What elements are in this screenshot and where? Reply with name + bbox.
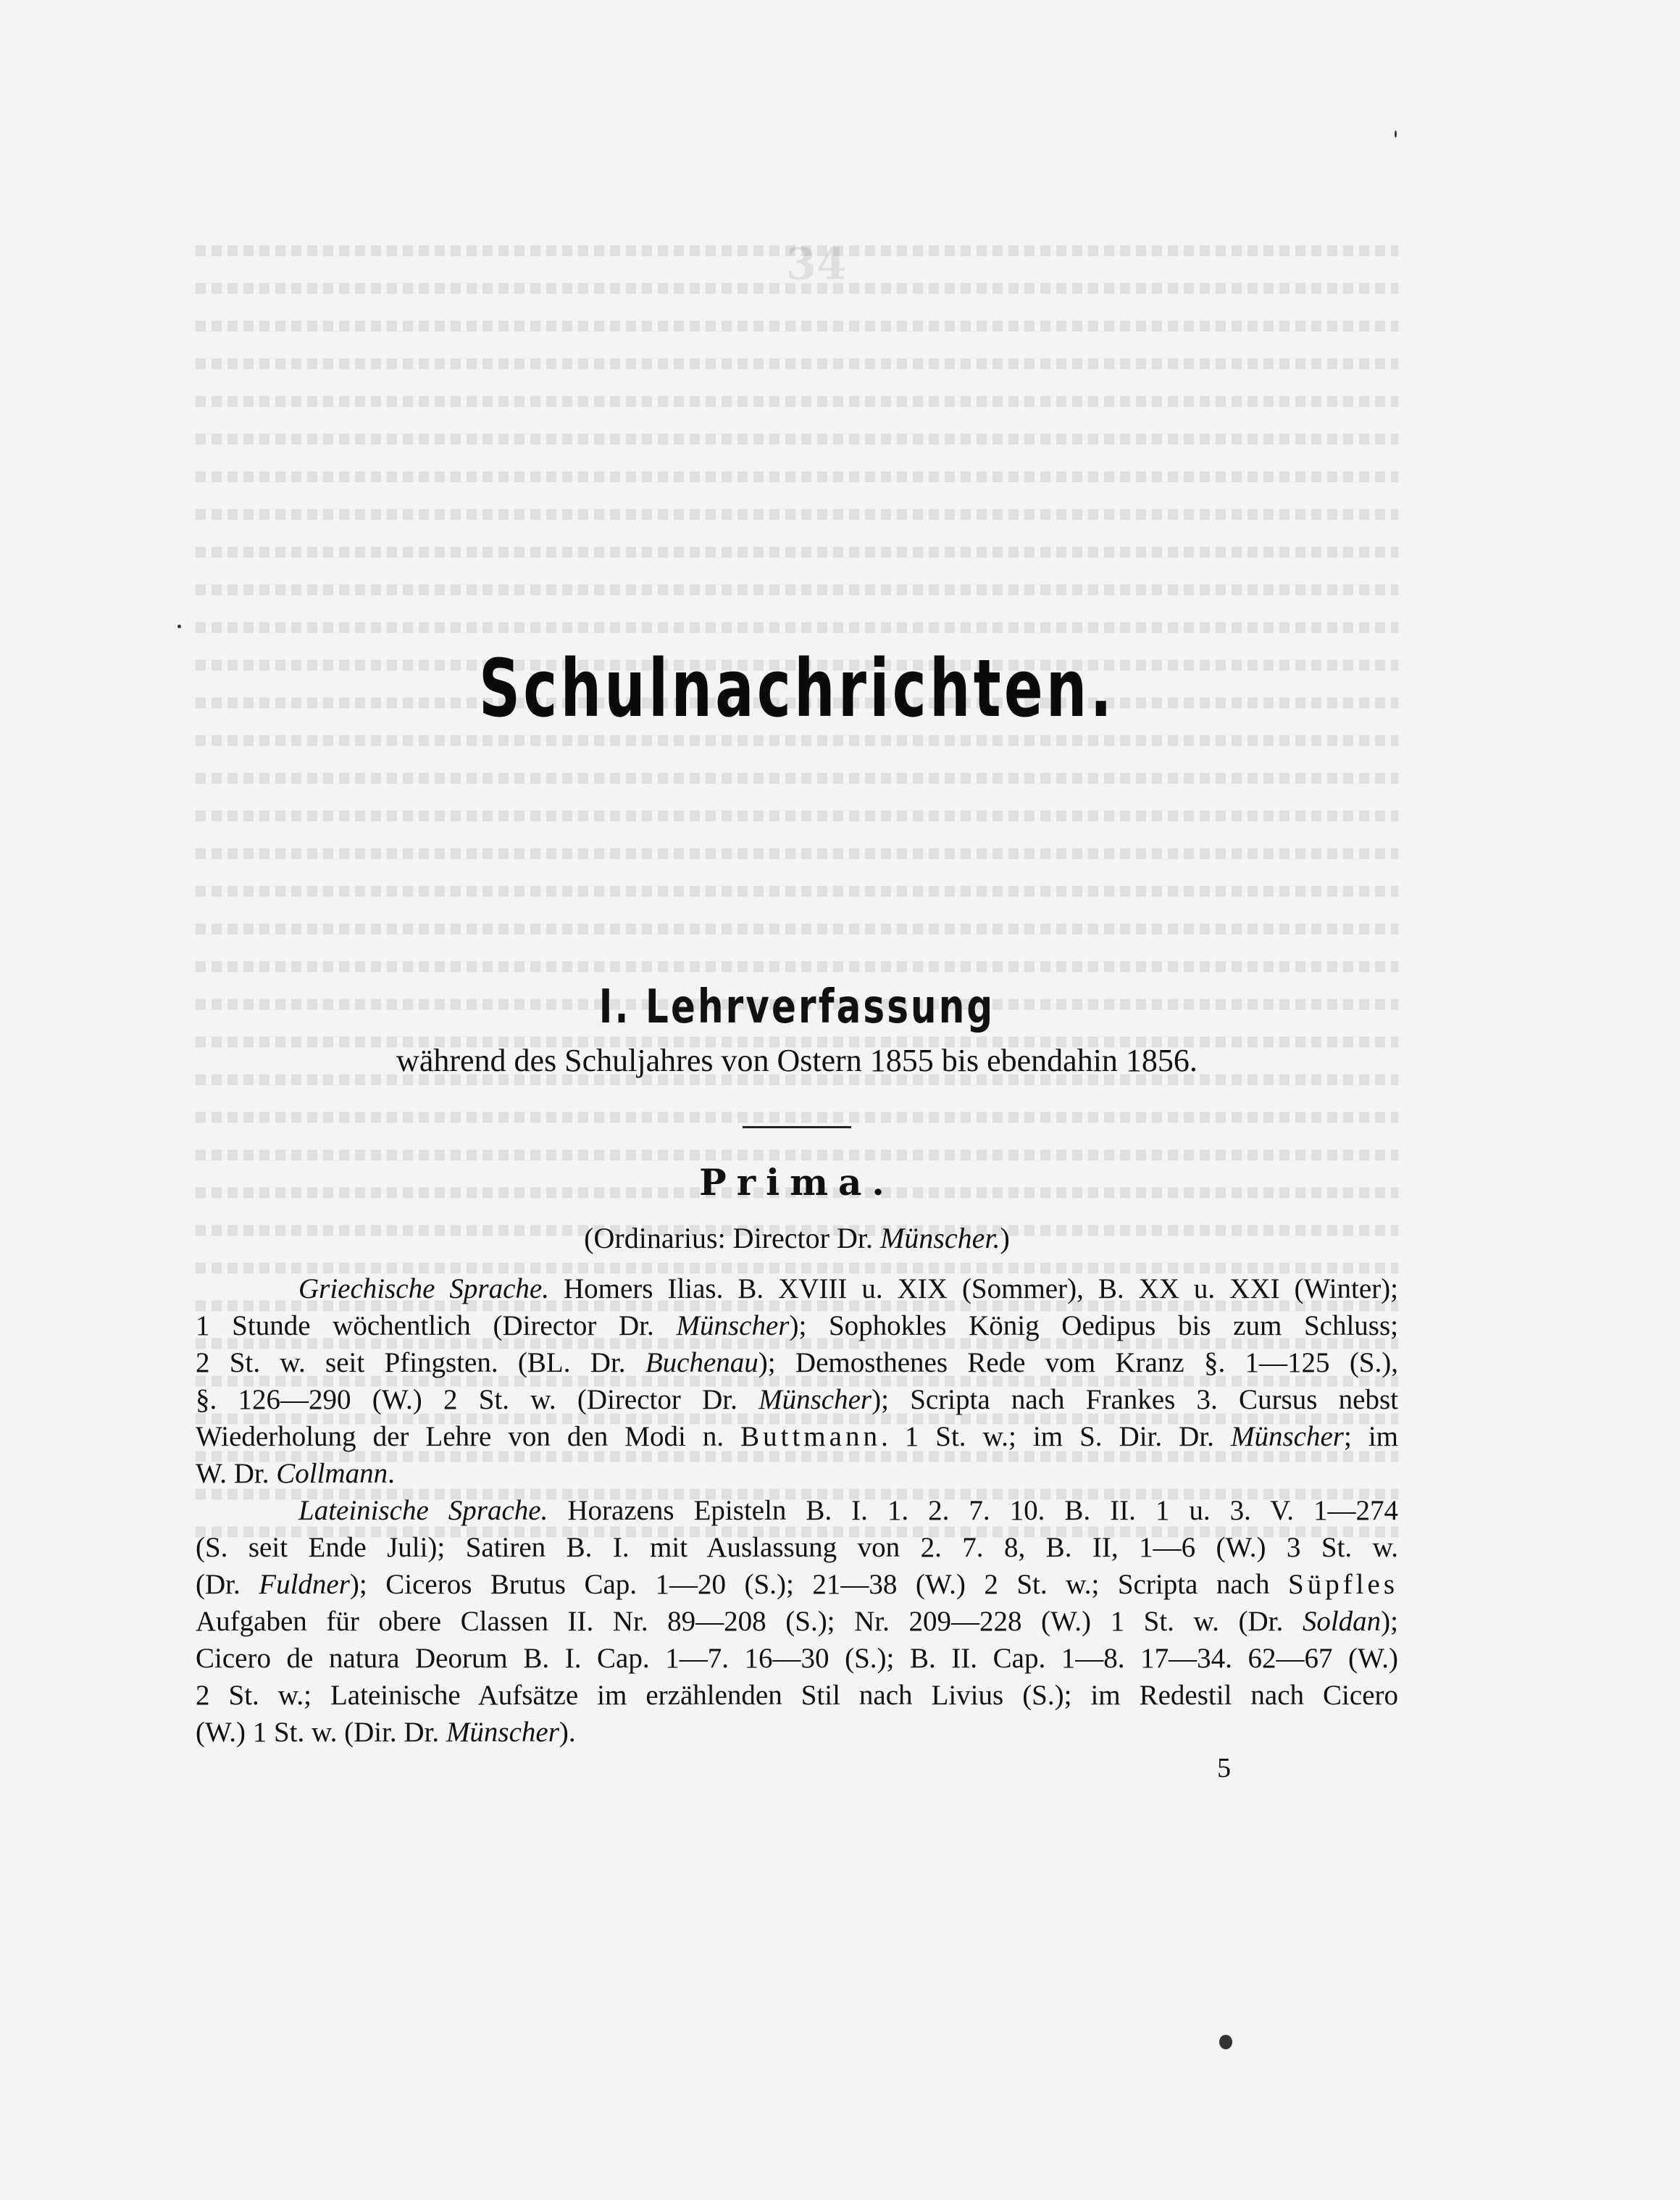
- ordinarius-line: [196, 1217, 1398, 1260]
- divider-rule: [743, 1126, 851, 1128]
- italic-text: Soldan: [1302, 1606, 1382, 1637]
- text-line: [196, 1307, 1398, 1344]
- text-line: [196, 1455, 1398, 1492]
- text-segment: Homers Ilias. B. XVIII u. XIX (Sommer), B. XX u. XXI (Winter);: [548, 1273, 1398, 1304]
- italic-text: Collmann: [276, 1458, 388, 1489]
- text-segment: ).: [559, 1717, 576, 1748]
- ink-speck: [1395, 130, 1397, 138]
- text-segment: (W.) 1 St. w. (Dir. Dr.: [196, 1717, 446, 1748]
- page-number: 5: [1217, 1753, 1231, 1783]
- text-segment: W. Dr.: [196, 1458, 277, 1489]
- text-segment: 1 Stunde wöchentlich (Director Dr.: [196, 1310, 677, 1341]
- text-segment: Aufgaben für obere Classen II. Nr. 89—208 (S.); Nr. 209—228 (W.) 1 St. w. (Dr.: [196, 1606, 1303, 1637]
- text-line: [196, 1603, 1398, 1640]
- section-heading: I. Lehrverfassung: [598, 980, 995, 1034]
- text-segment: ); Scripta nach Frankes 3. Cursus nebst: [872, 1384, 1398, 1415]
- italic-text: Münscher: [1230, 1421, 1344, 1452]
- ordinarius-name: Münscher.: [879, 1222, 1000, 1254]
- text-line: [196, 1344, 1398, 1381]
- italic-text: Lateinische Sprache.: [298, 1495, 548, 1526]
- italic-text: Münscher: [758, 1384, 872, 1415]
- ordinarius-prefix: (Ordinarius: Director Dr.: [584, 1222, 880, 1254]
- curriculum-paragraph: [196, 1492, 1398, 1751]
- text-segment: §. 126—290 (W.) 2 St. w. (Director Dr.: [196, 1384, 759, 1415]
- text-segment: (Dr.: [196, 1569, 259, 1600]
- text-segment: ); Ciceros Brutus Cap. 1—20 (S.); 21—38 (W.) 2 St. w.; Scripta nach: [349, 1569, 1288, 1600]
- text-segment: (S. seit Ende Juli); Satiren B. I. mit Auslassung von 2. 7. 8, B. II, 1—6 (W.) 3 St. w.: [196, 1532, 1398, 1563]
- text-line: [196, 1381, 1398, 1418]
- spaced-name: Süpfles: [1288, 1569, 1398, 1600]
- text-segment: . 1 St. w.; im S. Dir. Dr.: [880, 1421, 1231, 1452]
- text-line: [196, 1714, 1398, 1751]
- italic-text: Griechische Sprache.: [298, 1273, 549, 1304]
- page-content: [196, 638, 1398, 1751]
- text-line: [196, 1640, 1398, 1677]
- text-line: [196, 1270, 1398, 1307]
- text-segment: ); Demosthenes Rede vom Kranz §. 1—125 (S.),: [758, 1347, 1398, 1378]
- text-segment: .: [388, 1458, 395, 1489]
- page-title: Schulnachrichten.: [478, 642, 1116, 735]
- italic-text: Buchenau: [645, 1347, 758, 1378]
- text-line: [196, 1492, 1398, 1529]
- curriculum-paragraphs: [196, 1270, 1398, 1751]
- spaced-name: Buttmann: [740, 1421, 881, 1452]
- italic-text: Fuldner: [259, 1569, 350, 1600]
- text-line: [196, 1529, 1398, 1566]
- italic-text: Münscher: [676, 1310, 790, 1341]
- italic-text: Münscher: [446, 1717, 559, 1748]
- text-segment: Wiederholung der Lehre von den Modi n.: [196, 1421, 741, 1452]
- bleed-through-page-number: 34: [786, 239, 847, 290]
- text-segment: Horazens Episteln B. I. 1. 2. 7. 10. B. II. 1 u. 3. V. 1—274: [548, 1495, 1399, 1526]
- curriculum-paragraph: [196, 1270, 1398, 1492]
- text-segment: 2 St. w. seit Pfingsten. (BL. Dr.: [196, 1347, 645, 1378]
- text-segment: 2 St. w.; Lateinische Aufsätze im erzählenden Stil nach Livius (S.); im Redestil nach Cicero: [196, 1680, 1398, 1711]
- section-subtitle: während des Schuljahres von Ostern 1855 bis ebendahin 1856.: [396, 1043, 1198, 1078]
- text-line: [196, 1677, 1398, 1714]
- ink-speck: [1219, 2035, 1232, 2049]
- ordinarius-suffix: ): [1000, 1222, 1010, 1254]
- text-segment: ); Sophokles König Oedipus bis zum Schluss;: [789, 1310, 1398, 1341]
- text-segment: ; im: [1343, 1421, 1398, 1452]
- text-segment: Cicero de natura Deorum B. I. Cap. 1—7. 16—30 (S.); B. II. Cap. 1—8. 17—34. 62—67 (W.): [196, 1643, 1398, 1674]
- text-segment: );: [1381, 1606, 1398, 1637]
- text-line: [196, 1566, 1398, 1603]
- ink-speck: [177, 625, 181, 628]
- text-line: [196, 1418, 1398, 1455]
- class-heading: Prima.: [699, 1161, 895, 1204]
